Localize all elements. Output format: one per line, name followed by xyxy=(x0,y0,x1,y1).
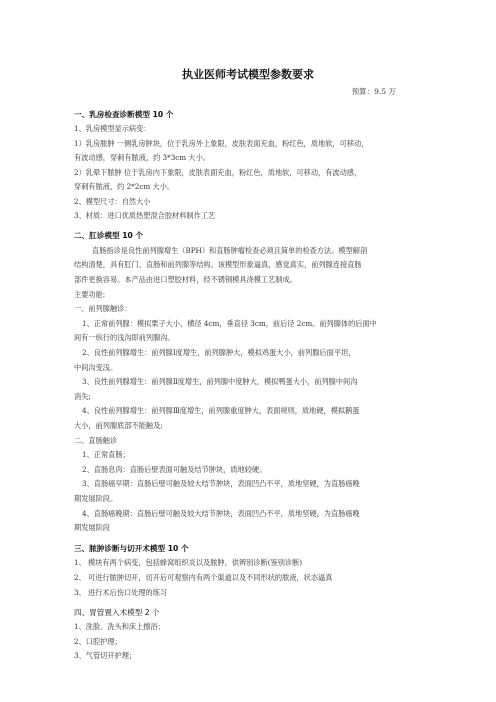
text-line: 一、前列腺触诊： xyxy=(74,304,132,313)
section-heading-abscess-model: 三、脓肿诊断与切开术模型 10 个 xyxy=(74,544,189,553)
text-line: 1、正常前列腺：模拟栗子大小，横径 4cm，垂直径 3cm，前后径 2cm。前列腺体的后面中 xyxy=(82,319,377,328)
text-line: 2、直肠息肉：直肠后壁表面可触及结节肿块，质地较硬。 xyxy=(82,465,267,474)
text-line: 2、口腔护理； xyxy=(74,637,122,646)
budget-label: 预算：9.5 万 xyxy=(351,87,396,96)
text-line: 穿刺有脓液，约 2*2cm 大小。 xyxy=(74,182,175,191)
text-line: 1、乳房模型显示病变： xyxy=(74,124,151,133)
document-title: 执业医师考试模型参数要求 xyxy=(182,68,314,81)
text-line: 4、直肠癌晚期：直肠后壁可触及较大结节肿块，表面凹凸不平，质地坚硬，为直肠癌晚 xyxy=(82,509,360,518)
text-line: 1、洗脸、洗头和床上擦浴； xyxy=(74,622,165,631)
section-heading-breast-model: 一、乳房检查诊断模型 10 个 xyxy=(74,110,174,119)
text-line: 部件更换容易。本产品由进口塑胶材料，经不锈钢模具浇模工艺制成。 xyxy=(74,275,297,284)
text-line: 3、 进行术后伤口处理的练习 xyxy=(74,588,168,597)
text-line: 主要功能: xyxy=(74,290,106,299)
text-line: 3、材质：进口优质热塑混合胶材料制作工艺 xyxy=(74,211,216,220)
text-line: 2、模型尺寸：自然大小 xyxy=(74,197,151,206)
section-heading-rectal-exam-model: 二、肛诊模型 10 个 xyxy=(74,231,144,240)
text-line: 有波动感，穿刺有脓液，约 3*3cm 大小。 xyxy=(74,153,210,162)
text-line: 1、 模块有两个病变，包括蜂窝组织炎以及脓肿，供辨别诊断(鉴别诊断) xyxy=(74,558,303,567)
text-line: 3、良性前列腺增生：前列腺Ⅱ度增生，前列腺中度肿大，模拟鸭蛋大小，前列腺中间沟 xyxy=(82,377,358,386)
text-line: 二、直肠触诊 xyxy=(74,436,118,445)
text-line: 1、正常直肠； xyxy=(82,450,130,459)
text-line: 期发展阶段 xyxy=(74,523,110,532)
text-line: 期发展阶段。 xyxy=(74,494,118,503)
text-line: 2）乳晕下脓肿 位于乳房内下象限，皮肤表面充血，粉红色，质地软，可移动，有波动感， xyxy=(74,168,362,177)
text-line: 3、直肠癌早期：直肠后壁可触及较大结节肿块，表面凹凸不平，质地坚硬，为直肠癌晚 xyxy=(82,479,360,488)
text-line: 间有一纵行的浅沟即前列腺沟。 xyxy=(74,333,175,342)
text-line: 直肠指诊是良性前列腺增生（BPH）和直肠肿瘤检查必须且简单的检查方法。模型解剖 xyxy=(92,246,368,255)
text-line: 2、 可进行脓肿切开，切开后可观察内有两个渠道以及不同形状的脓液，状态逼真 xyxy=(74,573,333,582)
text-line: 消失; xyxy=(74,392,91,401)
text-line: 结构清楚，具有肛门、直肠和前列腺等结构。该模型形象逼真，感觉真实，前列腺连接直肠 xyxy=(74,260,362,269)
text-line: 1）乳房脓肿 一侧乳房肿块，位于乳房外上象限，皮肤表面充血，粉红色，质地软，可移动， xyxy=(74,139,369,148)
text-line: 中间沟变浅。 xyxy=(74,363,118,372)
text-line: 2、良性前列腺增生：前列腺Ⅰ度增生，前列腺肿大，模拟鸡蛋大小，前列腺后面平坦， xyxy=(82,348,356,357)
text-line: 大小，前列腺底部不能触及; xyxy=(74,421,163,430)
text-line: 3、气管切开护理； xyxy=(74,651,137,660)
section-heading-gastric-tube-model: 四、胃管置入术模型 2 个 xyxy=(74,608,160,617)
text-line: 4、良性前列腺增生：前列腺Ⅲ度增生，前列腺重度肿大，表面规则，质地硬，模拟鹅蛋 xyxy=(82,406,360,415)
